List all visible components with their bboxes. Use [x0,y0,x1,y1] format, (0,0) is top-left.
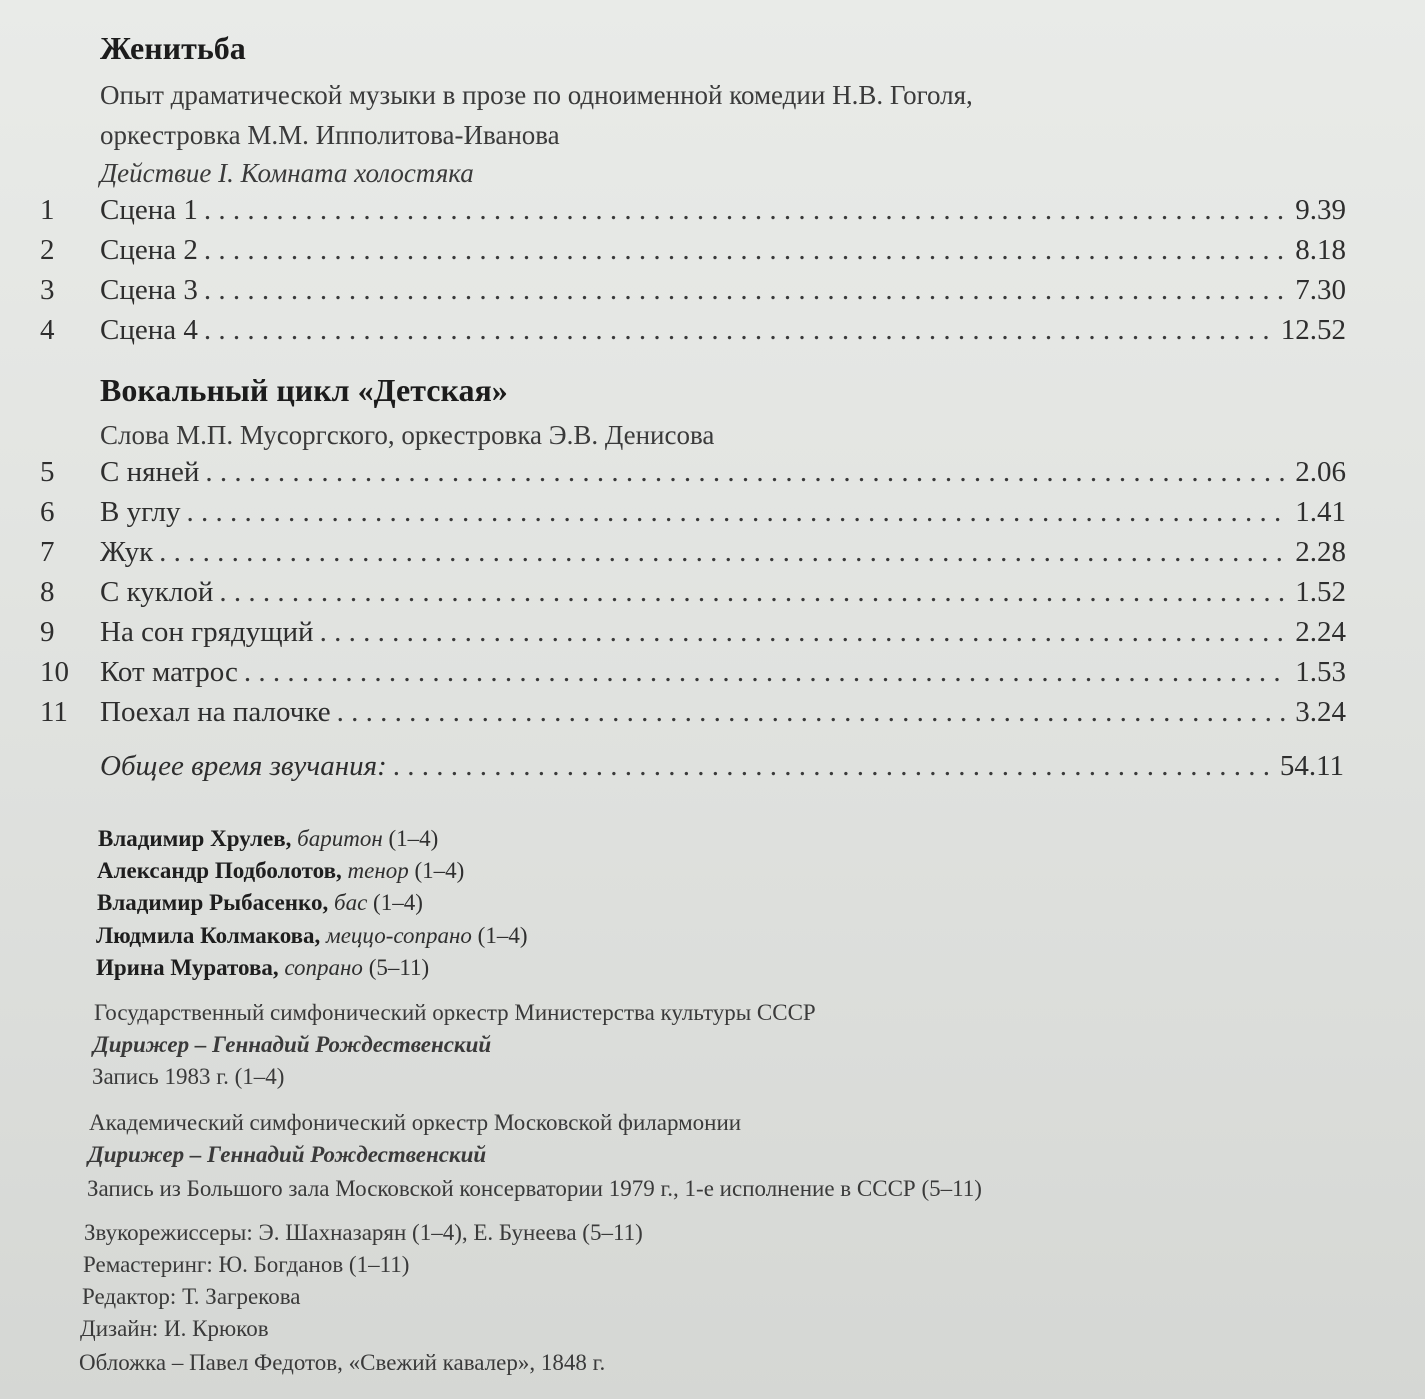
total-time: 54.11 [1279,750,1344,782]
track-number: 5 [40,456,55,488]
track-time: 9.39 [1295,194,1346,226]
track-title: Сцена 4 [100,314,198,346]
track-title: В углу [100,496,181,528]
credit-line: Обложка – Павел Федотов, «Свежий кавалер», 1848 г. [79,1350,606,1375]
performer: Александр Подболотов, тенор (1–4) [97,858,465,883]
track-row [40,536,1346,576]
track-title: Жук [100,536,154,568]
section2-title: Вокальный цикл «Детская» [100,372,508,408]
track-title: Поехал на палочке [100,696,331,728]
track-time: 12.52 [1280,314,1346,346]
dot-leader [337,696,1290,729]
dot-leader [204,194,1289,227]
performer: Ирина Муратова, сопрано (5–11) [96,955,430,980]
track-title: Кот матрос [100,656,238,688]
dot-leader [159,536,1289,569]
track-title: С няней [100,456,200,488]
track-time: 1.52 [1295,576,1346,608]
track-row [40,656,1346,696]
track-row [40,616,1346,656]
dot-leader [320,616,1290,649]
track-time: 3.24 [1295,696,1346,728]
track-time: 7.30 [1295,274,1346,306]
track-number: 8 [40,576,55,608]
section1-subtitle-line1: Опыт драматической музыки в прозе по одноименной комедии Н.В. Гоголя, [100,80,973,110]
section1-subtitle-line2: оркестровка М.М. Ипполитова-Иванова [100,120,560,150]
track-number: 9 [40,616,55,648]
track-time: 2.28 [1295,536,1346,568]
track-time: 8.18 [1295,234,1346,266]
track-row [40,274,1346,314]
track-row [40,194,1346,234]
dot-leader [204,234,1289,267]
credit-line: Дизайн: И. Крюков [80,1316,269,1341]
track-title: Сцена 3 [100,274,198,306]
track-number: 10 [40,656,69,688]
track-title: Сцена 2 [100,234,198,266]
track-title: С куклой [100,576,214,608]
dot-leader [204,314,1275,347]
track-title: Сцена 1 [100,194,198,226]
dot-leader [204,274,1289,307]
orchestra1-conductor: Дирижер – Геннадий Рождественский [93,1032,492,1057]
section2-subtitle: Слова М.П. Мусоргского, оркестровка Э.В. Денисова [100,420,715,450]
track-time: 2.24 [1295,616,1346,648]
track-time: 1.53 [1295,656,1346,688]
track-row [40,234,1346,274]
track-time: 1.41 [1295,496,1346,528]
section1-title: Женитьба [100,30,246,66]
performer: Владимир Рыбасенко, бас (1–4) [97,890,423,915]
track-row [40,314,1346,354]
dot-leader [219,576,1289,609]
credit-line: Ремастеринг: Ю. Богданов (1–11) [83,1252,410,1277]
section1-act: Действие I. Комната холостяка [100,158,474,188]
orchestra2-conductor: Дирижер – Геннадий Рождественский [88,1142,487,1167]
track-row [40,456,1346,496]
track-number: 6 [40,496,55,528]
track-number: 7 [40,536,55,568]
orchestra1-name: Государственный симфонический оркестр Министерства культуры СССР [94,1000,816,1025]
track-number: 11 [40,696,68,728]
track-number: 2 [40,234,55,266]
dot-leader [244,656,1289,689]
orchestra1-recording: Запись 1983 г. (1–4) [92,1064,285,1089]
total-row [100,750,1344,790]
track-number: 1 [40,194,55,226]
performer: Владимир Хрулев, баритон (1–4) [98,826,439,851]
total-label: Общее время звучания: [100,750,387,782]
track-number: 4 [40,314,55,346]
track-number: 3 [40,274,55,306]
dot-leader [187,496,1290,529]
credit-line: Звукорежиссеры: Э. Шахназарян (1–4), Е. Бунеева (5–11) [84,1220,643,1245]
track-title: На сон грядущий [100,616,314,648]
performer: Людмила Колмакова, меццо-сопрано (1–4) [96,923,528,948]
track-row [40,496,1346,536]
orchestra2-recording: Запись из Большого зала Московской консерватории 1979 г., 1-е исполнение в СССР (5–11) [87,1176,982,1201]
orchestra2-name: Академический симфонический оркестр Московской филармонии [89,1110,742,1135]
dot-leader [393,750,1274,783]
track-row [40,696,1346,736]
track-time: 2.06 [1295,456,1346,488]
dot-leader [205,456,1289,489]
track-row [40,576,1346,616]
credit-line: Редактор: Т. Загрекова [82,1284,301,1309]
